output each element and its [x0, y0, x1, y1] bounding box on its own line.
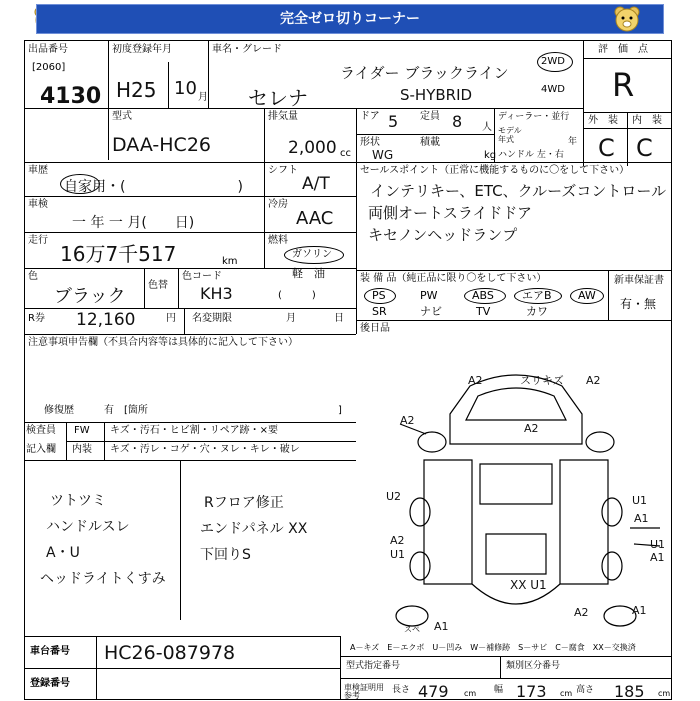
ext-label: 外 装: [588, 115, 618, 126]
int-label: 内 装: [632, 115, 662, 126]
cert-label: 車検証明用参考: [344, 683, 384, 700]
model-year-label: モデル年式: [498, 126, 522, 144]
remark-right-2: エンドパネル XX: [200, 521, 308, 537]
equip-ps: PS: [372, 289, 386, 302]
diagram-mark-5: A2: [524, 422, 539, 435]
warranty-label: 新車保証書: [614, 275, 664, 286]
equip-aw: AW: [578, 289, 596, 302]
width-value: 173: [516, 682, 547, 701]
inspector-int-label: 内装: [72, 444, 92, 455]
inspector-label-2: 記入欄: [26, 444, 56, 455]
recycle-unit: 円: [166, 313, 176, 324]
name-change-month: 月: [286, 313, 296, 324]
type-value: DAA-HC26: [112, 134, 211, 156]
car-name-label: 車名・グレード: [212, 44, 282, 55]
equip-tv: TV: [476, 305, 491, 318]
repair-value: 有 [箇所: [104, 405, 148, 416]
capacity-value: 8: [452, 112, 463, 131]
aircon-value: AAC: [296, 208, 334, 229]
remark-left-1: ツトツミ: [50, 493, 106, 509]
eval-label: 評 価 点: [598, 44, 648, 55]
lot-sub: [2060]: [32, 62, 66, 73]
displacement-label: 排気量: [268, 111, 298, 122]
remark-left-3: A・U: [46, 545, 80, 561]
fuel-label: 燃料: [268, 235, 288, 246]
sales-points-label: セールスポイント（正常に機能するものに〇をして下さい）: [360, 165, 630, 176]
spec-number-label: 型式指定番号: [346, 661, 401, 671]
inspector-int-items: キズ・汚レ・コゲ・穴・ヌレ・キレ・破レ: [110, 444, 300, 455]
equip-abs: ABS: [472, 289, 494, 302]
warranty-value: 有・無: [620, 297, 657, 311]
diagram-mark-3: A2: [586, 374, 601, 387]
remark-right-1: Rフロア修正: [204, 495, 284, 511]
diagram-mark-7: A2: [390, 534, 405, 547]
equip-airbag: エアB: [522, 289, 552, 302]
mascot-bear-right: [612, 4, 642, 34]
mileage-unit: km: [222, 256, 238, 267]
diagram-mark-16: A2: [574, 606, 589, 619]
equip-navi: ナビ: [420, 305, 442, 318]
diagram-mark-2: スリキズ: [520, 374, 564, 387]
eval-score: R: [612, 66, 635, 104]
color-change-label: 色替: [148, 280, 168, 291]
door-label: ドア: [360, 111, 380, 122]
lot-number: 4130: [40, 84, 102, 109]
length-label: 長さ: [392, 685, 411, 695]
mileage-label: 走行: [28, 235, 48, 246]
sales-point-1: インテリキー、ETC、クルーズコントロール: [370, 182, 667, 200]
capacity-unit: 人: [482, 122, 492, 133]
mileage-value: 16万7千517: [60, 242, 177, 266]
grade-line2: S-HYBRID: [400, 86, 473, 104]
height-unit: cm: [658, 689, 671, 698]
usage-label: 車歴: [28, 165, 48, 176]
diagram-mark-10: A1: [634, 512, 649, 525]
fuel-diesel: 軽 油: [292, 267, 325, 280]
diagram-mark-6: U2: [386, 490, 402, 503]
diagram-mark-1: A2: [468, 374, 483, 387]
recycle-value: 12,160: [76, 310, 136, 330]
displacement-value: 2,000: [288, 138, 337, 158]
width-label: 幅: [494, 685, 504, 695]
drive-4wd: 4WD: [541, 84, 565, 95]
reg-month-unit: 月: [198, 92, 208, 103]
equip-leather: カワ: [526, 305, 548, 318]
displacement-unit: cc: [340, 148, 351, 159]
car-name: セレナ: [248, 86, 308, 110]
repair-label: 修復歴: [44, 405, 74, 416]
length-unit: cm: [464, 689, 477, 698]
recycle-label: R券: [28, 313, 45, 324]
shift-value: A/T: [302, 174, 330, 194]
sales-point-2: 両側オートスライドドア: [368, 204, 532, 222]
diagram-mark-9: U1: [632, 494, 648, 507]
remark-right-3: 下回りS: [200, 547, 251, 563]
diagram-mark-13: スペ: [404, 625, 420, 634]
shape-value: WG: [372, 148, 394, 162]
int-grade: C: [636, 134, 653, 162]
type-label: 型式: [112, 111, 132, 122]
handle-label: ハンドル 左・右: [498, 150, 564, 160]
shift-label: シフト: [268, 165, 298, 176]
aircon-label: 冷房: [268, 199, 288, 210]
corner-title-banner: 完全ゼロ切りコーナー: [36, 4, 664, 34]
dealer-label: ディーラー・並行: [498, 112, 570, 122]
diagram-mark-4: A2: [400, 414, 415, 427]
color-label: 色: [28, 271, 38, 282]
fuel-other: ( ): [278, 290, 316, 301]
equip-sr: SR: [372, 305, 387, 318]
repair-close: ]: [338, 405, 342, 416]
color-code-label: 色コード: [182, 271, 222, 282]
model-year-unit: 年: [568, 137, 578, 147]
inspector-fw-label: FW: [74, 425, 90, 436]
load-unit: kg: [484, 150, 497, 161]
registration-label: 登録番号: [30, 678, 70, 689]
class-number-label: 類別区分番号: [506, 661, 561, 671]
inspector-label-1: 検査員: [26, 425, 56, 436]
length-value: 479: [418, 682, 449, 701]
remark-left-4: ヘッドライトくすみ: [40, 571, 166, 587]
equip-pw: PW: [420, 289, 438, 302]
shaken-label: 車検: [28, 199, 48, 210]
name-change-day: 日: [334, 313, 344, 324]
notes-label: 注意事項申告欄（不具合内容等は具体的に記入して下さい）: [28, 337, 298, 348]
diagram-mark-14: A1: [632, 604, 647, 617]
shape-label: 形状: [360, 137, 380, 148]
reg-month: 10: [174, 78, 197, 99]
ext-grade: C: [598, 134, 615, 162]
load-label: 積載: [420, 137, 440, 148]
door-value: 5: [388, 112, 399, 131]
diagram-mark-12: A1: [434, 620, 449, 633]
chassis-value: HC26-087978: [104, 642, 236, 664]
grade-line1: ライダー ブラックライン: [340, 64, 509, 82]
lot-label: 出品番号: [28, 44, 68, 55]
chassis-label: 車台番号: [30, 646, 70, 657]
color-value: ブラック: [54, 286, 126, 307]
name-change-label: 名変期限: [192, 313, 232, 324]
width-unit: cm: [560, 689, 573, 698]
diagram-mark-11: XX U1: [510, 578, 547, 592]
remark-left-2: ハンドルスレ: [46, 519, 130, 535]
legend-text: A－キズ E－エクボ U－凹み W－補修跡 S－サビ C－腐食 XX－交換済: [350, 643, 636, 652]
reg-year: H25: [116, 78, 157, 102]
inspector-fw-items: キズ・汚石・ヒビ割・リペア跡・×要: [110, 425, 278, 436]
height-label: 高さ: [576, 685, 595, 695]
equipment-label: 装 備 品（純正品に限り〇をして下さい）: [360, 273, 547, 284]
drive-2wd: 2WD: [541, 56, 565, 67]
vehicle-damage-diagram: [360, 334, 672, 632]
diagram-mark-8: U1: [390, 548, 406, 561]
height-value: 185: [614, 682, 645, 701]
diagram-mark-15: U1 A1: [650, 538, 666, 564]
capacity-label: 定員: [420, 111, 440, 122]
fuel-gasoline: ガソリン: [292, 249, 332, 260]
sales-point-3: キセノンヘッドランプ: [368, 226, 518, 244]
shaken-value: 一 年 一 月( 日): [72, 215, 195, 231]
rear-items-label: 後日品: [360, 323, 390, 334]
color-code-value: KH3: [200, 284, 233, 303]
usage-value: 自家用・( ): [64, 179, 243, 195]
reg-label: 初度登録年月: [112, 44, 172, 55]
